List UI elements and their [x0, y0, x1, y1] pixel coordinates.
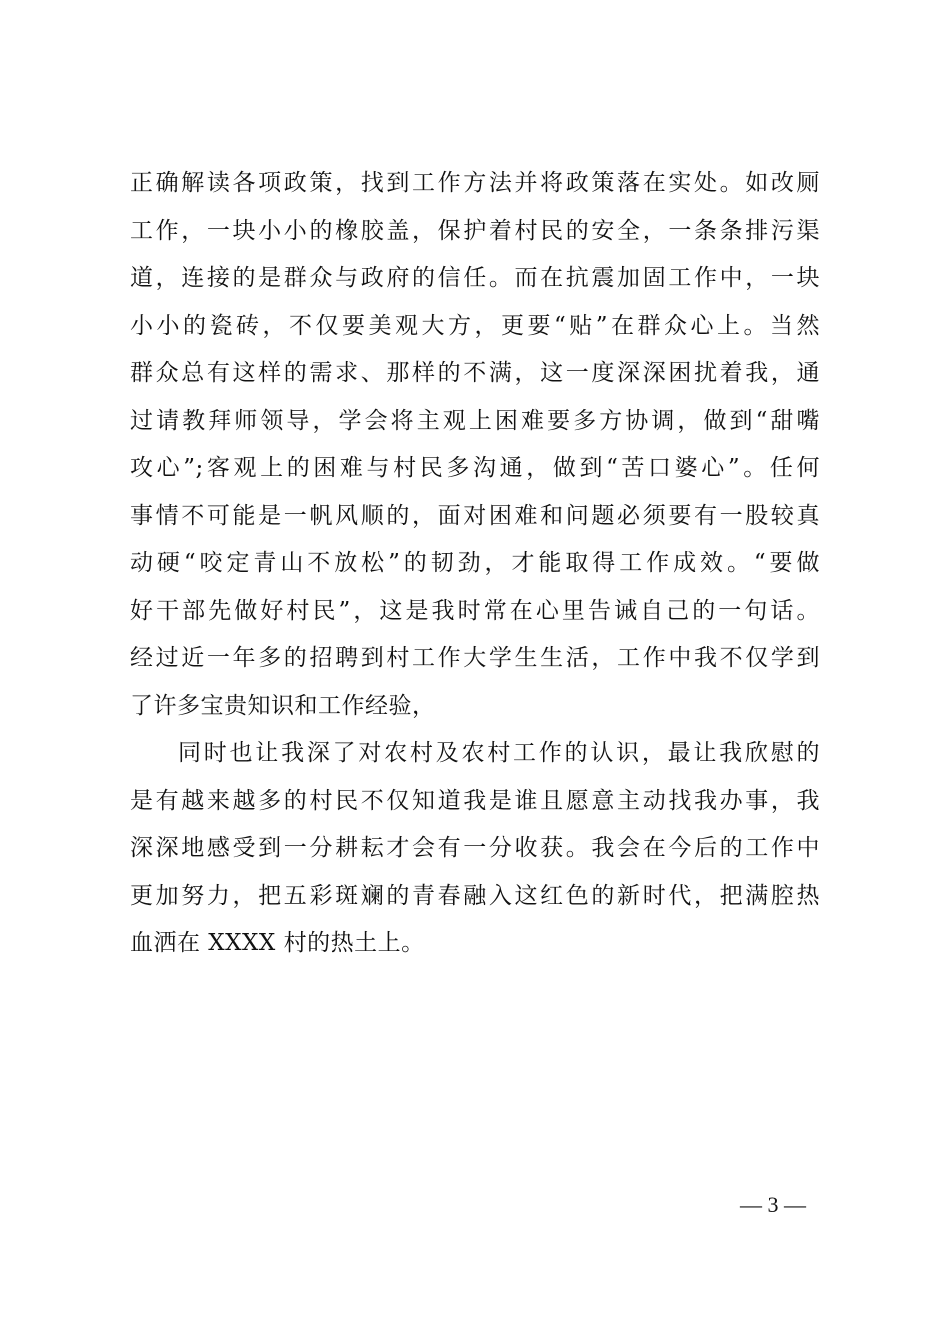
text-line: 攻心”;客观上的困难与村民多沟通，做到“苦口婆心”。任何 — [130, 455, 820, 481]
text-line: 同时也让我深了对农村及农村工作的认识，最让我欣慰的 — [178, 740, 820, 766]
text-line: 血洒在 XXXX 村的热土上。 — [130, 930, 425, 956]
text-line: 了许多宝贵知识和工作经验， — [130, 692, 436, 719]
text-line: 过请教拜师领导，学会将主观上困难要多方协调，做到“甜嘴 — [130, 407, 820, 434]
text-line: 经过近一年多的招聘到村工作大学生生活，工作中我不仅学到 — [130, 645, 820, 671]
text-line: 道，连接的是群众与政府的信任。而在抗震加固工作中，一块 — [130, 265, 820, 291]
text-line: 动硬“咬定青山不放松”的韧劲，才能取得工作成效。“要做 — [130, 550, 820, 576]
text-line: 事情不可能是一帆风顺的，面对困难和问题必须要有一股较真 — [130, 502, 820, 529]
text-line: 更加努力，把五彩斑斓的青春融入这红色的新时代，把满腔热 — [130, 882, 820, 909]
text-line: 深深地感受到一分耕耘才会有一分收获。我会在今后的工作中 — [130, 835, 820, 861]
page-number: — 3 — — [740, 1192, 806, 1217]
text-line: 正确解读各项政策，找到工作方法并将政策落在实处。如改厕 — [130, 170, 820, 196]
text-line: 好干部先做好村民”，这是我时常在心里告诫自己的一句话。 — [130, 597, 820, 624]
text-line: 群众总有这样的需求、那样的不满，这一度深深困扰着我，通 — [130, 360, 820, 386]
paragraph-1 — [130, 160, 820, 730]
text-line: 工作，一块小小的橡胶盖，保护着村民的安全，一条条排污渠 — [130, 217, 820, 244]
body-text — [130, 160, 820, 968]
paragraph-2 — [130, 730, 820, 968]
text-line: 是有越来越多的村民不仅知道我是谁且愿意主动找我办事，我 — [130, 787, 820, 814]
text-line: 小小的瓷砖，不仅要美观大方，更要“贴”在群众心上。当然 — [130, 312, 820, 339]
